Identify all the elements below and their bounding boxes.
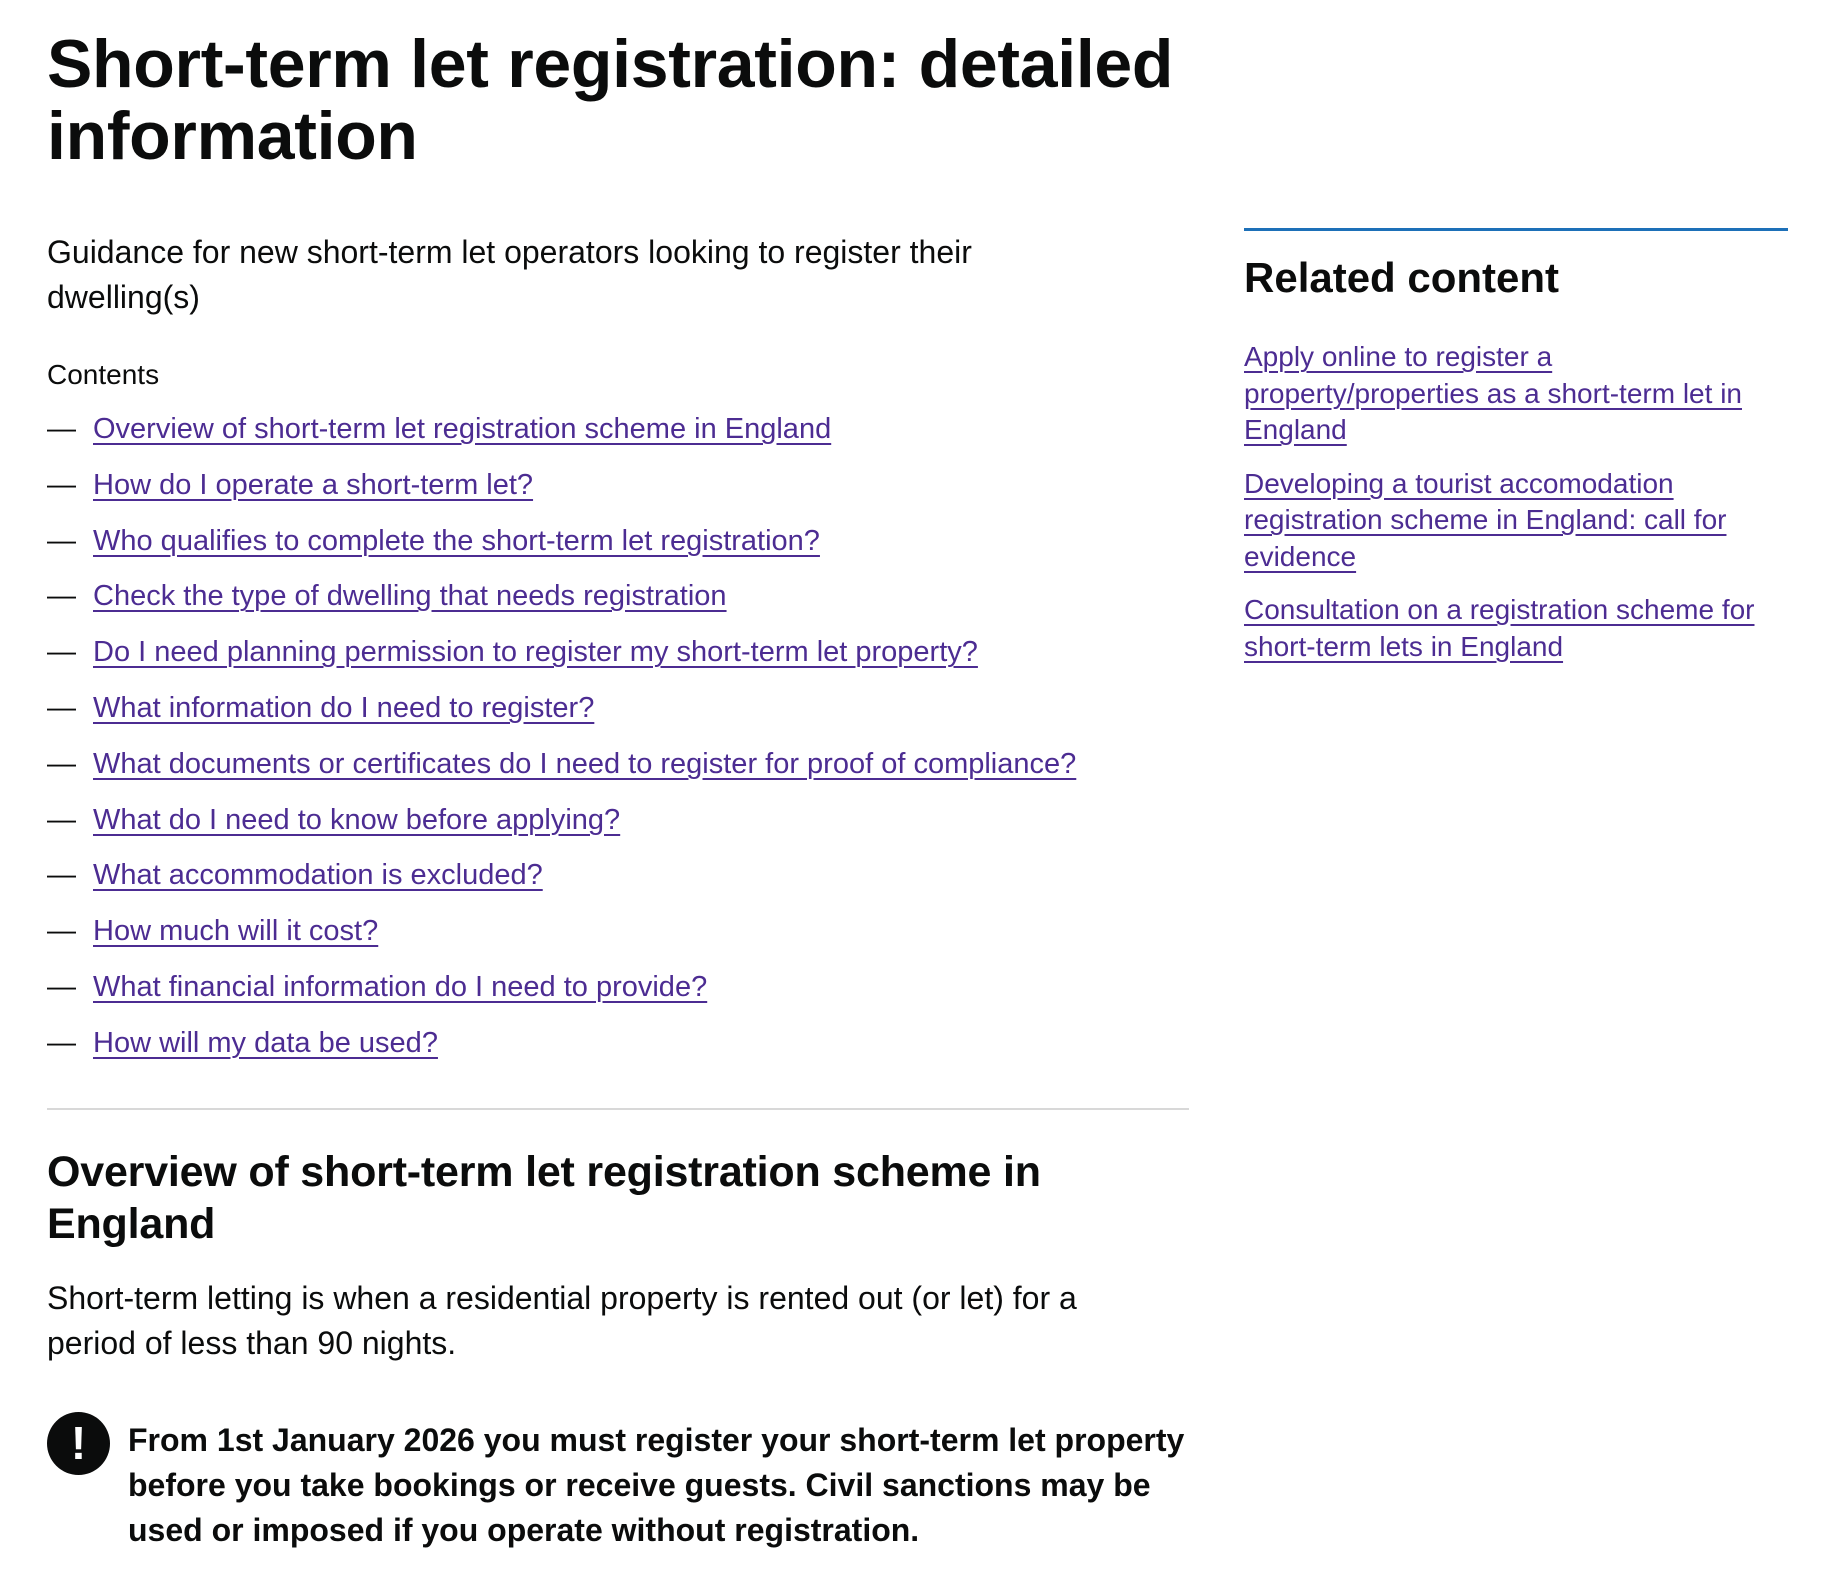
dash: — — [47, 413, 76, 445]
dash: — — [47, 803, 76, 836]
contents-link-financial[interactable]: What financial information do I need to provide? — [93, 970, 708, 1003]
related-item — [1244, 466, 1774, 576]
contents-link-overview[interactable]: Overview of short-term let registration scheme in England — [93, 413, 832, 445]
dash: — — [47, 915, 76, 948]
contents-item — [47, 412, 1189, 468]
contents-link-excluded[interactable]: What accommodation is excluded? — [93, 859, 543, 892]
related-item — [1244, 339, 1774, 449]
contents-link-operate[interactable]: How do I operate a short-term let? — [93, 468, 534, 501]
contents-list — [47, 412, 1189, 1082]
section-heading: Overview of short-term let registration scheme in England — [47, 1147, 1041, 1248]
contents-label: Contents — [47, 359, 160, 390]
related-heading: Related content — [1244, 254, 1560, 301]
dash: — — [47, 524, 76, 557]
contents-item — [47, 579, 1189, 635]
contents-link-planning[interactable]: Do I need planning permission to register my short-term let property? — [93, 636, 978, 669]
page-title: Short-term let registration: detailed information — [47, 26, 1174, 174]
contents-item — [47, 1026, 1189, 1082]
contents-item — [47, 858, 1189, 914]
dash: — — [47, 468, 76, 501]
contents-item — [47, 970, 1189, 1026]
dash: — — [47, 859, 76, 892]
section-body: Short-term letting is when a residential property is rented out (or let) for a period of less than 90 nights. — [47, 1279, 1077, 1361]
dash: — — [47, 580, 76, 613]
contents-item — [47, 747, 1189, 803]
contents-nav — [47, 358, 1189, 1082]
contents-link-documents[interactable]: What documents or certificates do I need to register for proof of compliance? — [93, 747, 1077, 780]
dash: — — [47, 747, 76, 780]
contents-item — [47, 468, 1189, 524]
warning-callout — [47, 1412, 1189, 1553]
related-content — [1244, 228, 1788, 682]
related-list — [1244, 339, 1788, 665]
dash: — — [47, 1026, 76, 1059]
contents-link-qualifies[interactable]: Who qualifies to complete the short-term let registration? — [93, 524, 820, 557]
contents-link-before-applying[interactable]: What do I need to know before applying? — [93, 803, 621, 836]
contents-item — [47, 635, 1189, 691]
contents-link-information[interactable]: What information do I need to register? — [93, 691, 595, 724]
dash: — — [47, 970, 76, 1003]
contents-link-data[interactable]: How will my data be used? — [93, 1026, 438, 1059]
contents-item — [47, 914, 1189, 970]
contents-link-dwelling-type[interactable]: Check the type of dwelling that needs registration — [93, 580, 727, 613]
dash: — — [47, 636, 76, 669]
contents-item — [47, 691, 1189, 747]
warning-text: From 1st January 2026 you must register your short-term let property before you take bookings or receive guests. Civil sanctions may be used or imposed if you operate without registration. — [128, 1421, 1185, 1548]
main-content — [47, 28, 1189, 1553]
related-item — [1244, 592, 1774, 665]
related-link-consultation[interactable]: Consultation on a registration scheme for short-term lets in England — [1244, 594, 1755, 662]
section-divider — [47, 1108, 1189, 1110]
contents-link-cost[interactable]: How much will it cost? — [93, 915, 379, 948]
contents-item — [47, 524, 1189, 580]
related-link-apply-online[interactable]: Apply online to register a property/properties as a short-term let in England — [1244, 341, 1742, 445]
related-link-call-for-evidence[interactable]: Developing a tourist accomodation registration scheme in England: call for evidence — [1244, 467, 1727, 572]
contents-item — [47, 803, 1189, 859]
lead-paragraph: Guidance for new short-term let operators looking to register their dwelling(s) — [47, 234, 972, 315]
dash: — — [47, 691, 76, 724]
exclamation-icon: ! — [47, 1412, 110, 1475]
